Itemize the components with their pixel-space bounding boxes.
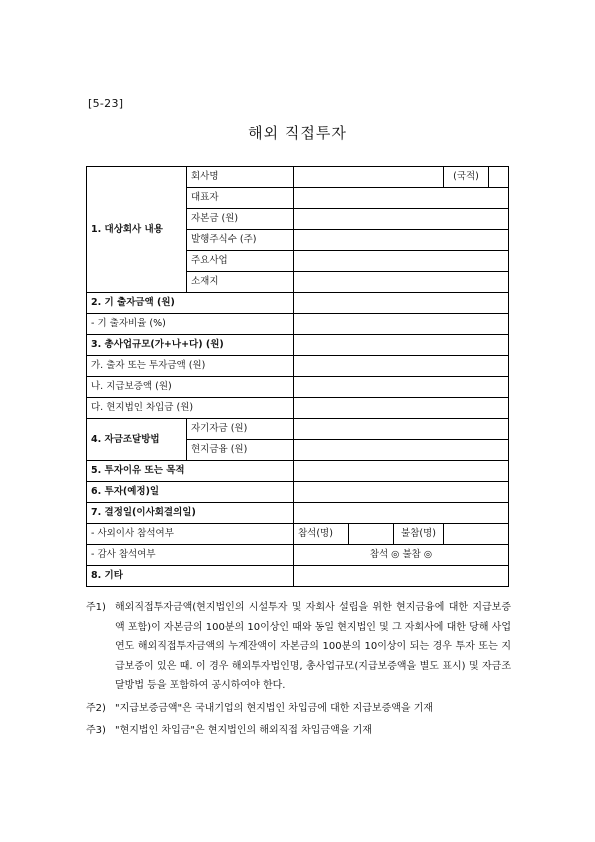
value-purpose[interactable] — [294, 461, 509, 482]
label-outside-director: - 사외이사 참석여부 — [87, 524, 294, 545]
label-prior-ratio: - 기 출자비율 (%) — [87, 314, 294, 335]
value-local-finance[interactable] — [294, 440, 509, 461]
label-etc: 8. 기타 — [87, 566, 294, 587]
value-absent-count[interactable] — [444, 524, 509, 545]
label-item-c: 다. 현지법인 차입금 (원) — [87, 398, 294, 419]
row-item-c — [87, 398, 509, 419]
row-etc — [87, 566, 509, 587]
row-invest-date — [87, 482, 509, 503]
label-company-name: 회사명 — [187, 167, 294, 188]
footnote-2 — [86, 699, 511, 719]
value-shares[interactable] — [294, 230, 509, 251]
footnote-3-text: "현지법인 차입금"은 현지법인의 해외직접 차입금액을 기재 — [115, 725, 372, 736]
value-capital[interactable] — [294, 209, 509, 230]
row-prior-ratio — [87, 314, 509, 335]
row-item-a — [87, 356, 509, 377]
footnote-3 — [86, 721, 511, 741]
label-location: 소재지 — [187, 272, 294, 293]
row-item-b — [87, 377, 509, 398]
row-decision-date — [87, 503, 509, 524]
label-auditor: - 감사 참석여부 — [87, 545, 294, 566]
row-own-funds — [87, 419, 509, 440]
page-title: 해외 직접투자 — [248, 124, 347, 142]
value-prior-ratio[interactable] — [294, 314, 509, 335]
label-attend-count: 참석(명) — [294, 524, 349, 545]
label-item-b: 나. 지급보증액 (원) — [87, 377, 294, 398]
label-business: 주요사업 — [187, 251, 294, 272]
value-invest-date[interactable] — [294, 482, 509, 503]
value-location[interactable] — [294, 272, 509, 293]
label-ceo: 대표자 — [187, 188, 294, 209]
value-item-c[interactable] — [294, 398, 509, 419]
row-outside-director — [87, 524, 509, 545]
label-purpose: 5. 투자이유 또는 목적 — [87, 461, 294, 482]
section1-label: 1. 대상회사 내용 — [87, 167, 187, 293]
label-absent-count: 불참(명) — [394, 524, 444, 545]
row-purpose — [87, 461, 509, 482]
label-shares: 발행주식수 (주) — [187, 230, 294, 251]
value-item-b[interactable] — [294, 377, 509, 398]
label-item-a: 가. 출자 또는 투자금액 (원) — [87, 356, 294, 377]
value-etc[interactable] — [294, 566, 509, 587]
value-prior-invest[interactable] — [294, 293, 509, 314]
label-invest-date: 6. 투자(예정)일 — [87, 482, 294, 503]
footnote-1-text: 해외직접투자금액(현지법인의 시설투자 및 자회사 설립을 위한 현지금융에 대한 지급보증액 포함)이 자본금의 100분의 10이상인 때와 동일 현지법인 및 그 자회사에 대한 당해 사업연도 해외직접투자금액의 누계잔액이 자본금의 100분의 10이상이 되는 경우 투자 또는 지급보증이 있은 때. 이 경우 해외투자법인명, 총사업규모(지급보증액을 별도 표시) 및 자금조달방법 등을 포함하여 공시하여야 한다. — [115, 602, 511, 691]
value-item-a[interactable] — [294, 356, 509, 377]
label-total-size: 3. 총사업규모(가+나+다) (원) — [87, 335, 294, 356]
label-prior-invest: 2. 기 출자금액 (원) — [87, 293, 294, 314]
label-capital: 자본금 (원) — [187, 209, 294, 230]
value-total-size[interactable] — [294, 335, 509, 356]
row-company-name — [87, 167, 509, 188]
row-auditor — [87, 545, 509, 566]
value-ceo[interactable] — [294, 188, 509, 209]
footnote-3-label: 주3) — [86, 725, 106, 736]
value-attend-count[interactable] — [349, 524, 394, 545]
value-decision-date[interactable] — [294, 503, 509, 524]
auditor-status-options[interactable]: 참석 ◎ 불참 ◎ — [294, 545, 509, 566]
label-local-finance: 현지금융 (원) — [187, 440, 294, 461]
footnote-1-label: 주1) — [86, 602, 106, 613]
footnotes — [86, 598, 511, 744]
footnote-1 — [86, 598, 511, 696]
value-nationality[interactable] — [489, 167, 509, 188]
label-nationality: (국적) — [444, 167, 489, 188]
value-own-funds[interactable] — [294, 419, 509, 440]
row-total-size — [87, 335, 509, 356]
document-code: [5-23] — [88, 97, 124, 110]
footnote-2-label: 주2) — [86, 702, 106, 714]
footnote-2-text: "지급보증금액"은 국내기업의 현지법인 차입금에 대한 지급보증액을 기재 — [115, 702, 434, 714]
row-prior-invest — [87, 293, 509, 314]
label-funding: 4. 자금조달방법 — [87, 419, 187, 461]
label-own-funds: 자기자금 (원) — [187, 419, 294, 440]
label-decision-date: 7. 결정일(이사회결의일) — [87, 503, 294, 524]
value-company-name[interactable] — [294, 167, 444, 188]
disclosure-form-table — [86, 166, 509, 587]
value-business[interactable] — [294, 251, 509, 272]
